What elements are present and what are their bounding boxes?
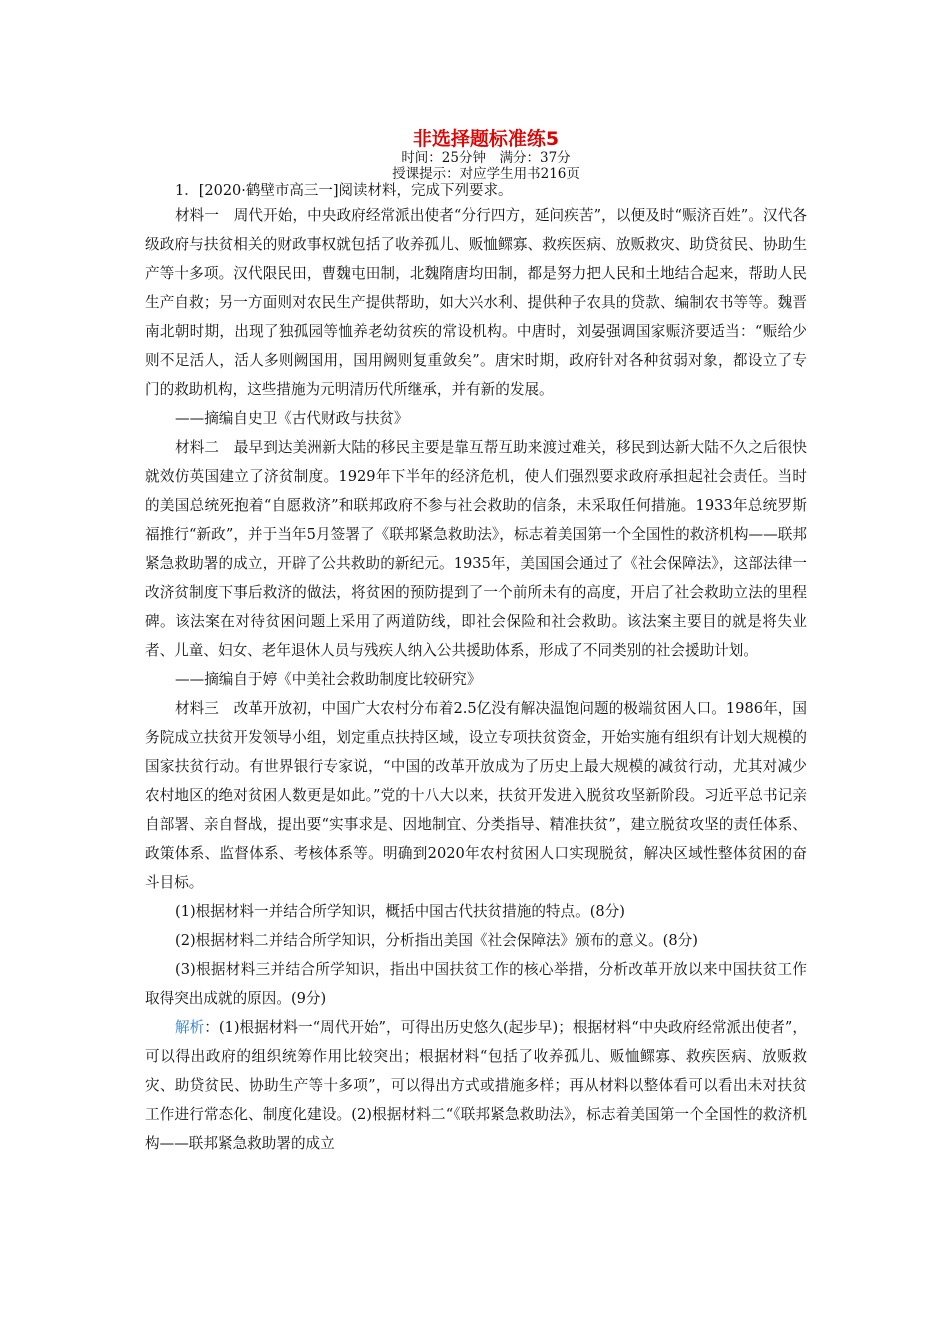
textbook-hint-line: 授课提示：对应学生用书216页 [392,166,580,182]
material-2: 材料二 最早到达美洲新大陆的移民主要是靠互帮互助来渡过难关，移民到达新大陆不久之后很快就效仿英国建立了济贫制度。1929年下半年的经济危机，使人们强烈要求政府承担起社会责任。当时的美国总统死抱着“自愿救济”和联邦政府不参与社会救助的信条，未采取任何措施。1933年总统罗斯福推行“新政”，并于当年5月签署了《联邦紧急救助法》，标志着美国第一个全国性的救济机构——联邦紧急救助署的成立，开辟了公共救助的新纪元。1935年，美国国会通过了《社会保障法》，这部法律一改济贫制度下事后救济的做法，将贫困的预防提到了一个前所未有的高度，开启了社会救助立法的里程碑。该法案在对待贫困问题上采用了两道防线，即社会保险和社会救助。该法案主要目的就是将失业者、儿童、妇女、老年退休人员与残疾人纳入公共援助体系，形成了不同类别的社会援助计划。 [145,439,807,659]
time-score-line: 时间：25分钟 满分：37分 [401,150,571,166]
analysis-text: ：(1)根据材料一“周代开始”，可得出历史悠久(起步早)；根据材料“中央政府经常派出使者”，可以得出政府的组织统筹作用比较突出；根据材料“包括了收养孤儿、贩恤鳏寡、救疾医病、放贩救灾、助贷贫民、协助生产等十多项”，可以得出方式或措施多样；再从材料以整体看可以看出未对扶贫工作进行常态化、制度化建设。(2)根据材料二“《联邦紧急救助法》，标志着美国第一个全国性的救济机构——联邦紧急救助署的成立 [145,1019,807,1152]
document-page [145,128,807,1158]
sub-question-3: (3)根据材料三并结合所学知识，指出中国扶贫工作的核心举措，分析改革开放以来中国扶贫工作取得突出成就的原因。(9分) [145,961,807,1007]
material-3: 材料三 改革开放初，中国广大农村分布着2.5亿没有解决温饱问题的极端贫困人口。1986年，国务院成立扶贫开发领导小组，划定重点扶持区域，设立专项扶贫资金，开始实施有组织有计划大规模的国家扶贫行动。有世界银行专家说，“中国的改革开放成为了历史上最大规模的减贫行动，尤其对减少农村地区的绝对贫困人数更是如此。”党的十八大以来，扶贫开发进入脱贫攻坚新阶段。习近平总书记亲自部署、亲自督战，提出要“实事求是、因地制宜、分类指导、精准扶贫”，建立脱贫攻坚的责任体系、政策体系、监督体系、考核体系等。明确到2020年农村贫困人口实现脱贫，解决区域性整体贫困的奋斗目标。 [145,700,807,891]
sub-question-1: (1)根据材料一并结合所学知识，概括中国古代扶贫措施的特点。(8分) [175,903,625,920]
document-title: 非选择题标准练5 [412,128,560,150]
question-heading: 1．[2020·鹤壁市高三一]阅读材料，完成下列要求。 [175,183,513,199]
material-2-source: ——摘编自于婷《中美社会救助制度比较研究》 [175,671,482,688]
material-1: 材料一 周代开始，中央政府经常派出使者“分行四方，延问疾苦”，以便及时“赈济百姓”。汉代各级政府与扶贫相关的财政事权就包括了收养孤儿、贩恤鳏寡、救疾医病、放贩救灾、助贷贫民、协助生产等十多项。汉代限民田，曹魏屯田制，北魏隋唐均田制，都是努力把人民和土地结合起来，帮助人民生产自救；另一方面则对农民生产提供帮助，如大兴水利、提供种子农具的贷款、编制农书等等。魏晋南北朝时期，出现了独孤园等恤养老幼贫疾的常设机构。中唐时，刘晏强调国家赈济要适当：“赈给少则不足活人，活人多则阙国用，国用阙则复重敛矣”。唐宋时期，政府针对各种贫弱对象，都设立了专门的救助机构，这些措施为元明清历代所继承，并有新的发展。 [145,207,807,398]
sub-question-2: (2)根据材料二并结合所学知识，分析指出美国《社会保障法》颁布的意义。(8分) [175,932,698,949]
analysis-label: 解析 [175,1019,205,1036]
analysis-paragraph [145,1013,807,1158]
material-1-source: ——摘编自史卫《古代财政与扶贫》 [175,410,409,427]
